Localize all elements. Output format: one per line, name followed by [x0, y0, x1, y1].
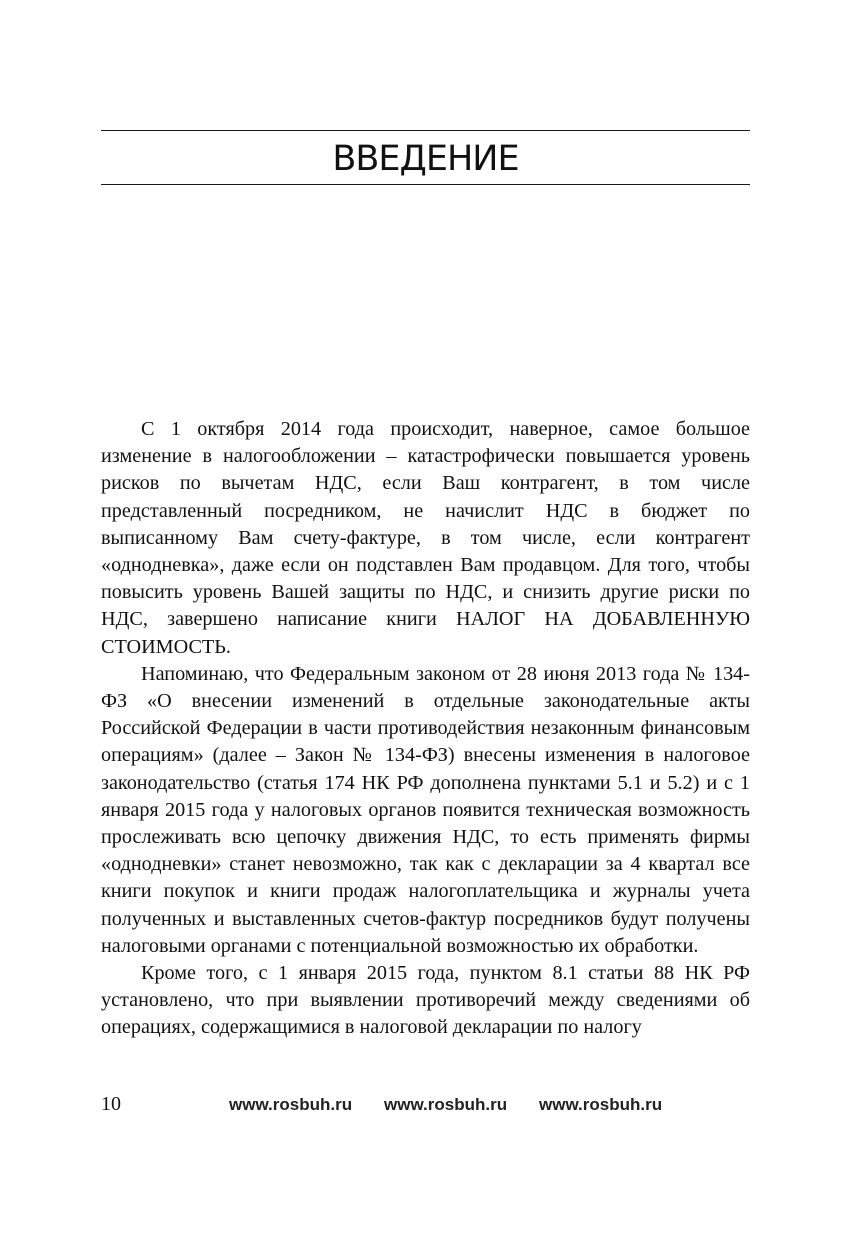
paragraph-3: Кроме того, с 1 января 2015 года, пунктом 8.1 статьи 88 НК РФ установлено, что при выявлении противоречий между сведениями об операциях, содержащимися в налоговой декларации по налогу — [101, 962, 750, 1039]
page-number: 10 — [101, 1093, 121, 1115]
footer-link-1[interactable]: www.rosbuh.ru — [229, 1095, 353, 1114]
footer-link-3[interactable]: www.rosbuh.ru — [539, 1095, 663, 1114]
title-top-rule — [101, 130, 750, 131]
title-bottom-rule — [101, 184, 750, 185]
page-footer — [101, 1093, 750, 1119]
page-title: ВВЕДЕНИЕ — [332, 139, 519, 179]
body-text — [101, 416, 750, 1042]
paragraph-2: Напоминаю, что Федеральным законом от 28 июня 2013 года № 134-ФЗ «О внесении изменений в отдельные законодательные акты Российской Федерации в части противодействия незаконным финансовым операциям» (далее – Закон № 134-ФЗ) внесены изменения в налоговое законодательство (статья 174 НК РФ дополнена пунктами 5.1 и 5.2) и с 1 января 2015 года у налоговых органов появится техническая возможность прослеживать всю цепочку движения НДС, то есть применять фирмы «однодневки» станет невозможно, так как с декларации за 4 квартал все книги покупок и книги продаж налогоплательщика и журналы учета полученных и выставленных счетов-фактур посредников будут получены налоговыми органами с потенциальной возможностью их обработки. — [101, 662, 750, 957]
paragraph-1: С 1 октября 2014 года происходит, наверное, самое большое изменение в налогообложении – катастрофически повышается уровень рисков по вычетам НДС, если Ваш контрагент, в том числе представленный посредником, не начислит НДС в бюджет по выписанному Вам счету-фактуре, в том числе, если контрагент «однодневка», даже если он подставлен Вам продавцом. Для того, чтобы повысить уровень Вашей защиты по НДС, и снизить другие риски по НДС, завершено написание книги НАЛОГ НА ДОБАВЛЕННУЮ СТОИМОСТЬ. — [101, 418, 750, 658]
footer-link-2[interactable]: www.rosbuh.ru — [384, 1095, 508, 1114]
